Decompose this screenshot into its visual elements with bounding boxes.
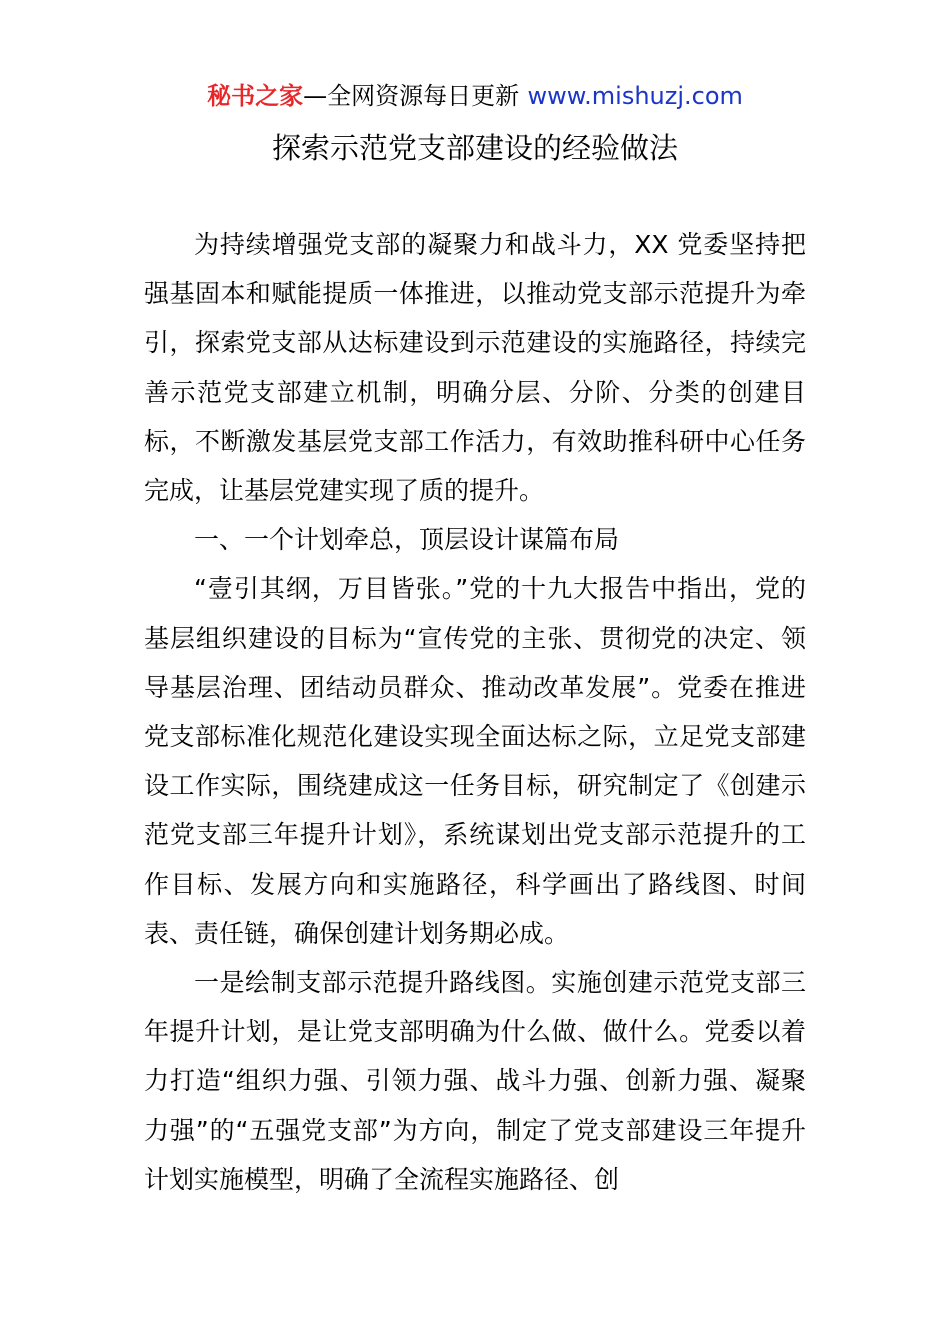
body-paragraph: 一是绘制支部示范提升路线图。实施创建示范党支部三年提升计划，是让党支部明确为什么做、做什么。党委以着力打造“组织力强、引领力强、战斗力强、创新力强、凝聚力强”的“五强党支部”为方向，制定了党支部建设三年提升计划实施模型，明确了全流程实施路径、创 <box>144 968 806 1194</box>
intro-paragraph: 为持续增强党支部的凝聚力和战斗力，XX 党委坚持把强基固本和赋能提质一体推进，以推动党支部示范提升为牵引，探索党支部从达标建设到示范建设的实施路径，持续完善示范党支部建立机制，明确分层、分阶、分类的创建目标，不断激发基层党支部工作活力，有效助推科研中心任务完成，让基层党建实现了质的提升。 <box>144 230 806 506</box>
body-paragraph: “壹引其纲，万目皆张。”党的十九大报告中指出，党的基层组织建设的目标为“宣传党的主张、贯彻党的决定、领导基层治理、团结动员群众、推动改革发展”。党委在推进党支部标准化规范化建设实现全面达标之际，立足党支部建设工作实际，围绕建成这一任务目标，研究制定了《创建示范党支部三年提升计划》，系统谋划出党支部示范提升的工作目标、发展方向和实施路径，科学画出了路线图、时间表、责任链，确保创建计划务期必成。 <box>144 574 806 948</box>
document-body <box>144 220 806 1204</box>
section-heading: 一、一个计划牵总，顶层设计谋篇布局 <box>194 525 620 555</box>
site-url-link[interactable]: www.mishuzj.com <box>527 82 743 110</box>
header-tagline: —全网资源每日更新 <box>303 82 520 110</box>
brand-name: 秘书之家 <box>207 82 304 110</box>
document-title: 探索示范党支部建设的经验做法 <box>271 131 678 165</box>
site-header <box>0 80 950 112</box>
